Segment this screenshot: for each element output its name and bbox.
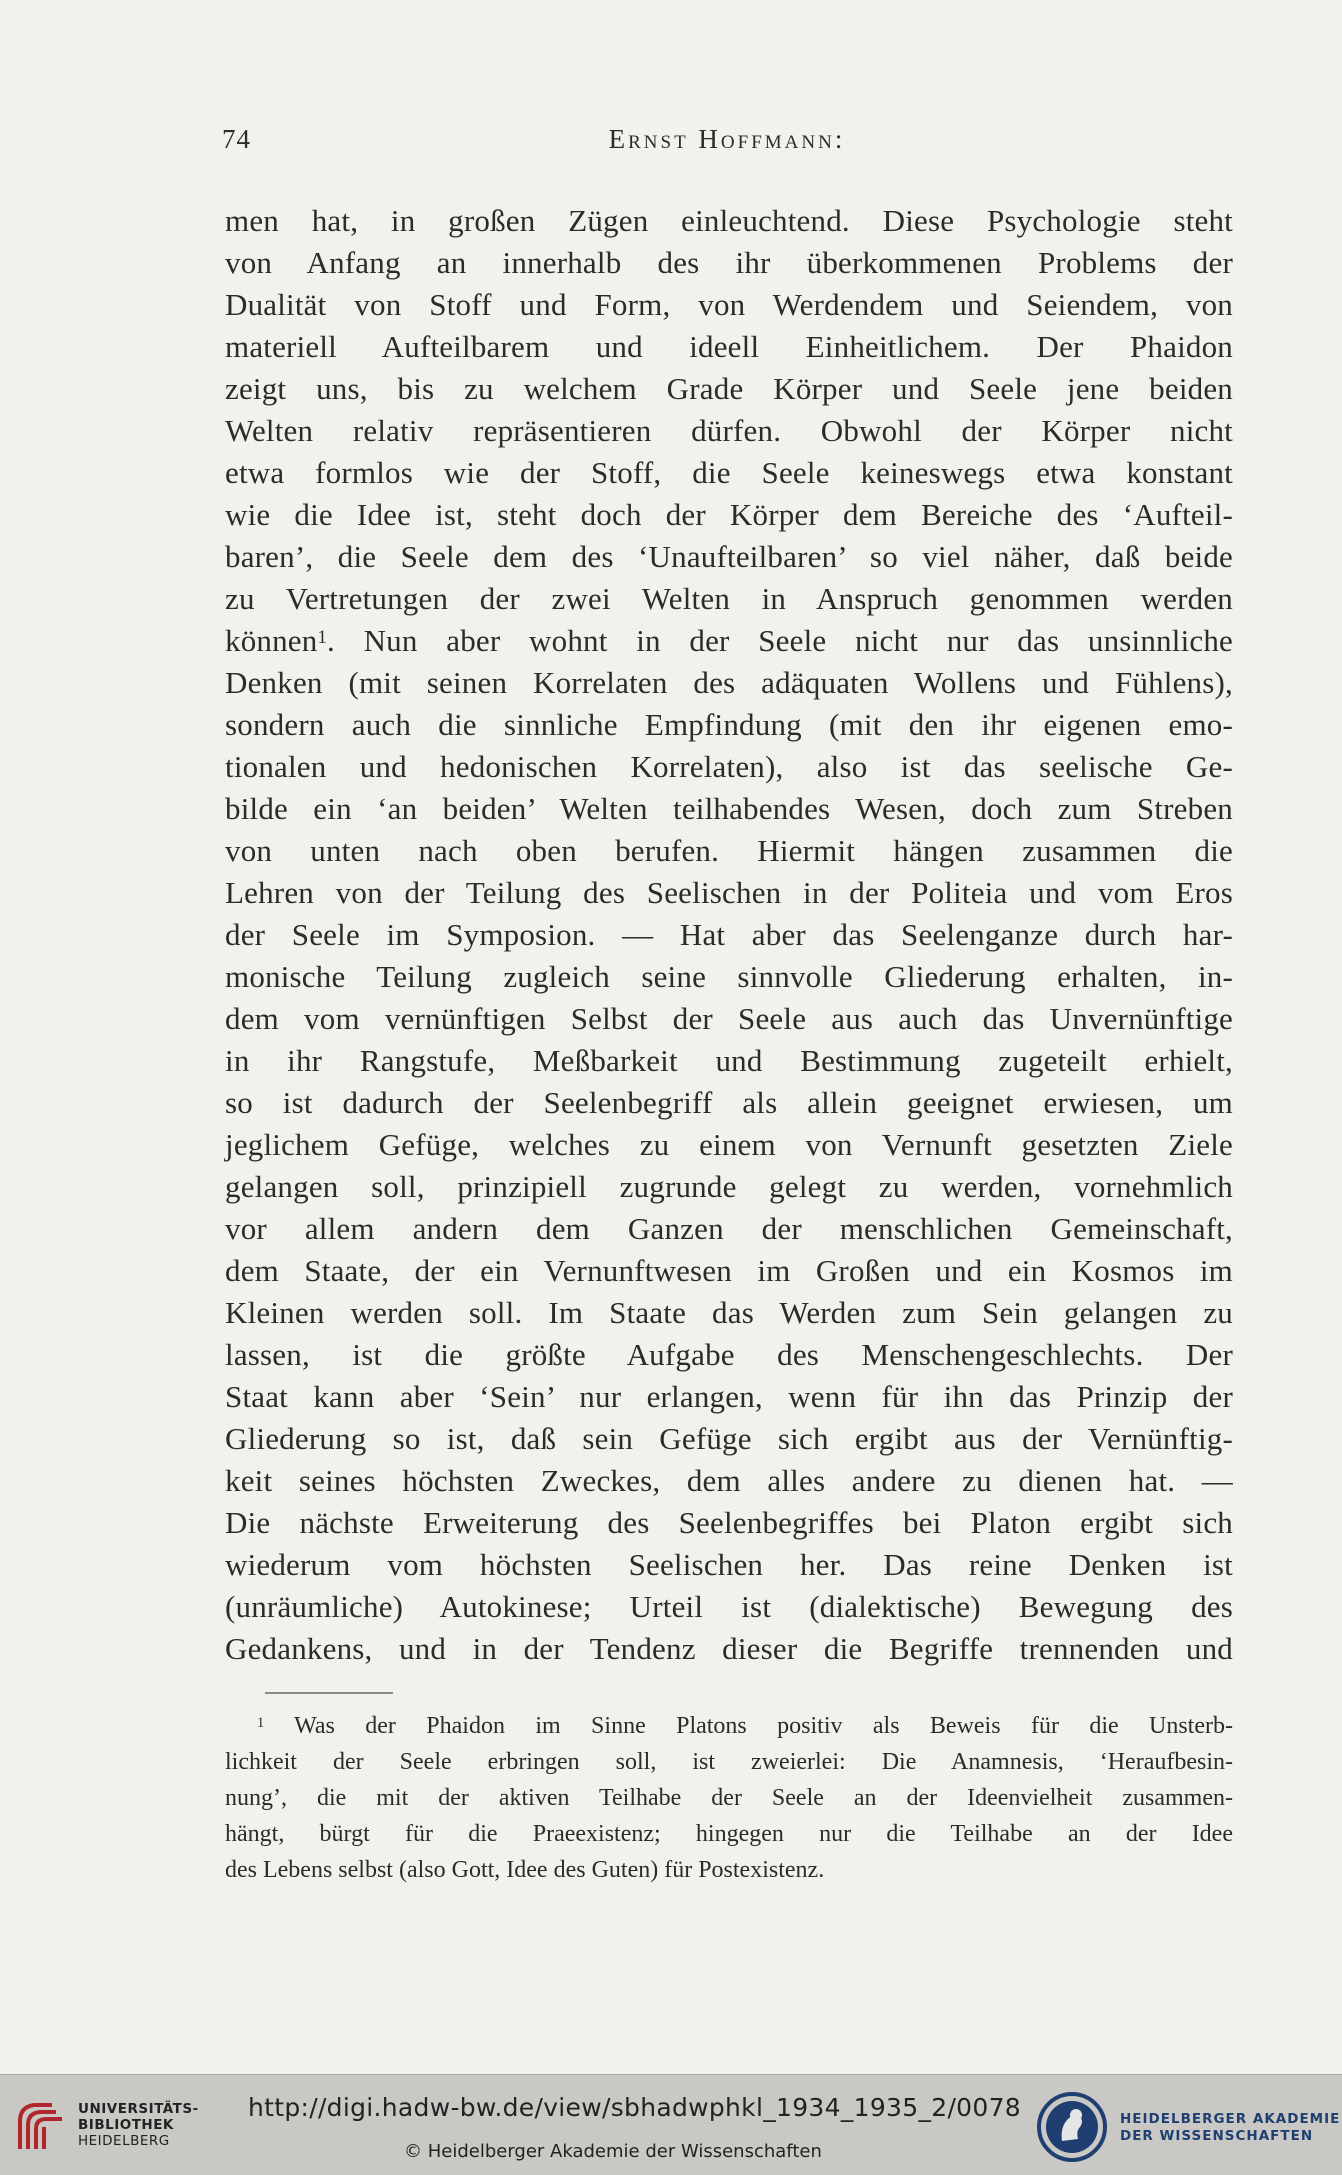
text-line: Dualität von Stoff und Form, von Werdendem und Seiendem, von (225, 287, 1233, 322)
text-segment: . Nun aber wohnt in der Seele nicht nur das unsinnliche (326, 623, 1233, 658)
text-line: Kleinen werden soll. Im Staate das Werden zum Sein gelangen zu (225, 1295, 1233, 1330)
text-line: Welten relativ repräsentieren dürfen. Obwohl der Körper nicht (225, 413, 1233, 448)
text-line: von Anfang an innerhalb des ihr überkommenen Problems der (225, 245, 1233, 280)
footer-bar (0, 2074, 1342, 2175)
text-line: monische Teilung zugleich seine sinnvolle Gliederung erhalten, in- (225, 959, 1233, 994)
text-line: so ist dadurch der Seelenbegriff als allein geeignet erwiesen, um (225, 1085, 1233, 1120)
footnote-line: hängt, bürgt für die Praeexistenz; hingegen nur die Teilhabe an der Idee (225, 1821, 1233, 1847)
library-line-2: BIBLIOTHEK (78, 2117, 174, 2133)
text-line: (unräumliche) Autokinese; Urteil ist (dialektische) Bewegung des (225, 1589, 1233, 1624)
text-line: dem Staate, der ein Vernunftwesen im Großen und ein Kosmos im (225, 1253, 1233, 1288)
page-number: 74 (222, 124, 251, 154)
text-line: wie die Idee ist, steht doch der Körper dem Bereiche des ‘Aufteil- (225, 497, 1233, 532)
text-segment: können (225, 623, 318, 658)
footnote-text: Was der Phaidon im Sinne Platons positiv als Beweis für die Unsterb- (294, 1713, 1233, 1739)
copyright-notice: © Heidelberger Akademie der Wissenschaften (404, 2141, 822, 2162)
running-head: Ernst Hoffmann: (608, 124, 846, 154)
text-line: tionalen und hedonischen Korrelaten), also ist das seelische Ge- (225, 749, 1233, 784)
body-text (225, 200, 1233, 1670)
university-library-name (78, 2101, 199, 2149)
academy-seal-icon (1036, 2091, 1108, 2163)
academy-name (1120, 2111, 1340, 2145)
text-line: men hat, in großen Zügen einleuchtend. Diese Psychologie steht (225, 203, 1233, 238)
text-line: in ihr Rangstufe, Meßbarkeit und Bestimmung zugeteilt erhielt, (225, 1043, 1233, 1078)
footnote-number: 1 (257, 1714, 265, 1731)
text-line: etwa formlos wie der Stoff, die Seele keineswegs etwa konstant (225, 455, 1233, 490)
footnote-line: des Lebens selbst (also Gott, Idee des Guten) für Postexistenz. (225, 1857, 825, 1883)
university-library-logo-icon (12, 2097, 72, 2157)
text-line: jeglichem Gefüge, welches zu einem von Vernunft gesetzten Ziele (225, 1127, 1233, 1162)
text-line: vor allem andern dem Ganzen der menschlichen Gemeinschaft, (225, 1211, 1233, 1246)
text-line: Gliederung so ist, daß sein Gefüge sich ergibt aus der Vernünftig- (225, 1421, 1233, 1456)
text-line: gelangen soll, prinzipiell zugrunde gelegt zu werden, vornehmlich (225, 1169, 1233, 1204)
text-line: Gedankens, und in der Tendenz dieser die Begriffe trennenden und (225, 1631, 1233, 1666)
text-line: bilde ein ‘an beiden’ Welten teilhabendes Wesen, doch zum Streben (225, 791, 1233, 826)
academy-line-1: HEIDELBERGER AKADEMIE (1120, 2111, 1341, 2127)
text-line: Staat kann aber ‘Sein’ nur erlangen, wenn für ihn das Prinzip der (225, 1379, 1233, 1414)
source-url-link[interactable]: http://digi.hadw-bw.de/view/sbhadwphkl_1934_1935_2/0078 (248, 2093, 1022, 2122)
library-line-1: UNIVERSITÄTS- (78, 2101, 199, 2117)
academy-line-2: DER WISSENSCHAFTEN (1120, 2128, 1314, 2144)
library-line-3: HEIDELBERG (78, 2133, 170, 2149)
text-line: materiell Aufteilbarem und ideell Einheitlichem. Der Phaidon (225, 329, 1233, 364)
footnote-line: nung’, die mit der aktiven Teilhabe der Seele an der Ideenvielheit zusammen- (225, 1785, 1233, 1811)
text-line: von unten nach oben berufen. Hiermit hängen zusammen die (225, 833, 1233, 868)
footnote-separator (265, 1692, 393, 1694)
text-line: Denken (mit seinen Korrelaten des adäquaten Wollens und Fühlens), (225, 665, 1233, 700)
text-line: lassen, ist die größte Aufgabe des Menschengeschlechts. Der (225, 1337, 1233, 1372)
text-line: zu Vertretungen der zwei Welten in Anspruch genommen werden (225, 581, 1233, 616)
footnote-line (225, 1708, 1233, 1744)
text-line: sondern auch die sinnliche Empfindung (mit den ihr eigenen emo- (225, 707, 1233, 742)
page-header (222, 124, 1232, 164)
text-line: dem vom vernünftigen Selbst der Seele aus auch das Unvernünftige (225, 1001, 1233, 1036)
text-line-with-footnote (225, 620, 1233, 662)
text-line: keit seines höchsten Zweckes, dem alles andere zu dienen hat. — (225, 1463, 1233, 1498)
text-line: baren’, die Seele dem des ‘Unaufteilbaren’ so viel näher, daß beide (225, 539, 1233, 574)
text-line: Lehren von der Teilung des Seelischen in der Politeia und vom Eros (225, 875, 1233, 910)
footnote-line: lichkeit der Seele erbringen soll, ist zweierlei: Die Anamnesis, ‘Heraufbesin- (225, 1749, 1233, 1775)
text-line: Die nächste Erweiterung des Seelenbegriffes bei Platon ergibt sich (225, 1505, 1233, 1540)
footnotes (225, 1708, 1233, 1888)
text-line: wiederum vom höchsten Seelischen her. Das reine Denken ist (225, 1547, 1233, 1582)
footnote-reference: 1 (317, 626, 327, 648)
text-line: zeigt uns, bis zu welchem Grade Körper und Seele jene beiden (225, 371, 1233, 406)
text-line: der Seele im Symposion. — Hat aber das Seelenganze durch har- (225, 917, 1233, 952)
